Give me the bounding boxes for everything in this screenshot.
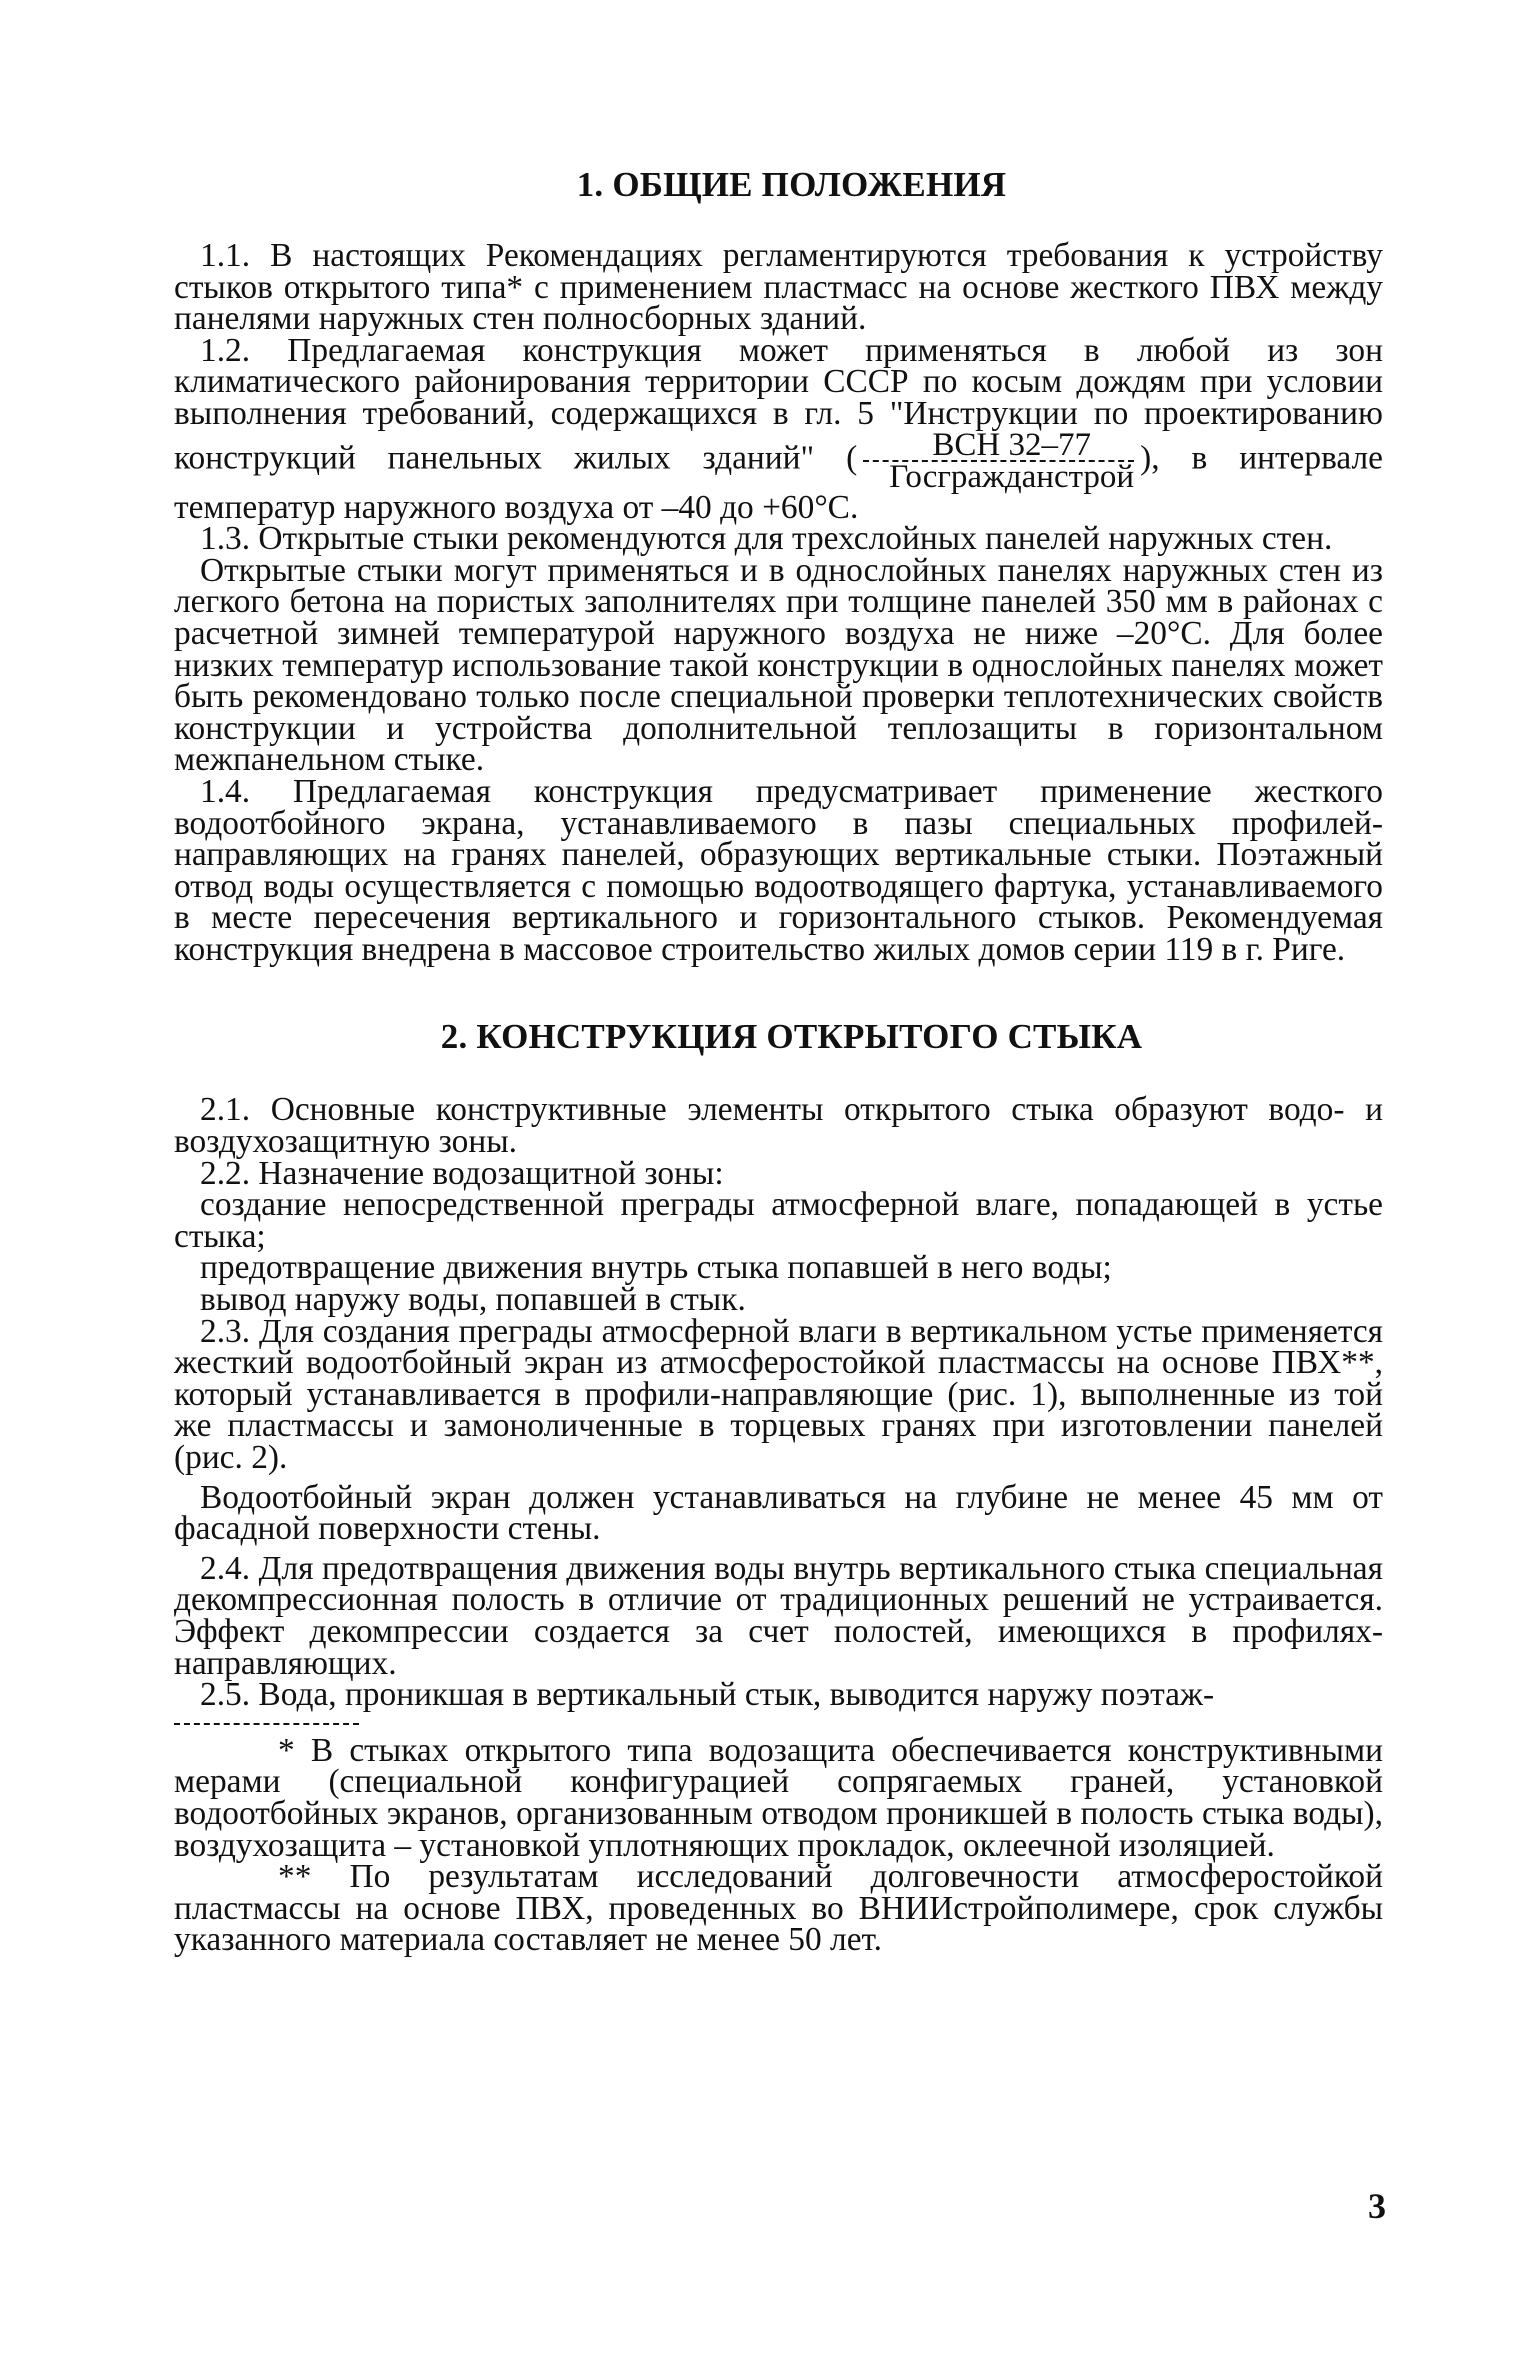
paragraph-2-5: 2.5. Вода, проникшая в вертикальный стык, выводится наружу поэтаж- [200,1676,1215,1714]
paragraph-2-3-continued: Водоотбойный экран должен устанавливаться на глубине не менее 45 мм от фасадной поверхности стены. [174,1478,1383,1548]
paragraph-1-2 [174,331,1383,526]
footnote-1: * В стыках открытого типа водозащита обеспечивается конструктивными мерами (специальной конфигурацией сопрягаемых граней, установкой водоотбойных экранов, организованным отводом проникшей в полость стыка воды), воздухозащита – установкой уплотняющих прокладок, оклеечной изоляцией. [174,1731,1383,1864]
paragraph-1-2-text: 1.2. Предлагаемая конструкция может применяться в любой из зон климатического районирования территории СССР по косым дождям при условии выполнения требований, содержащихся в гл. 5 "Инструкции по проектированию конструкций панельных жилых зданий" ( [174,331,1383,477]
list-item: предотвращение движения внутрь стыка попавшей в него воды; [200,1249,1112,1287]
footnote-divider [174,1723,359,1725]
section-2-heading: 2. КОНСТРУКЦИЯ ОТКРЫТОГО СТЫКА [440,1017,1143,1057]
paragraph-1-2-tail: ), в интервале температур наружного воздуха от –40 до +60°С. [174,439,1383,526]
fraction-denominator: Госгражданстрой [889,458,1135,495]
page-number: 3 [1368,2186,1386,2226]
footnotes [174,1731,1383,1959]
norm-reference-fraction [863,426,1135,495]
paragraph-2-2: 2.2. Назначение водозащитной зоны: [200,1154,724,1192]
paragraph-1-1: 1.1. В настоящих Рекомендациях регламентируются требования к устройству стыков открытого типа* с применением пластмасс на основе жесткого ПВХ между панелями наружных стен полносборных зданий. [174,237,1383,338]
section-1-heading: 1. ОБЩИЕ ПОЛОЖЕНИЯ [576,165,1007,204]
paragraph-1-3-continued: Открытые стыки могут применяться и в однослойных панелях наружных стен из легкого бетона на пористых заполнителях при толщине панелей 350 мм в районах с расчетной зимней температурой наружного воздуха не ниже –20°С. Для более низких температур использование такой конструкции в однослойных панелях может быть рекомендовано только после специальной проверки теплотехнических свойств конструкции и устройства дополнительной теплозащиты в горизонтальном межпанельном стыке. [174,551,1383,779]
fraction-numerator: ВСН 32–77 [863,430,1134,462]
list-item: вывод наружу воды, попавшей в стык. [200,1281,746,1319]
paragraph-2-1: 2.1. Основные конструктивные элементы открытого стыка образуют водо- и воздухозащитную зоны. [174,1091,1383,1161]
paragraph-2-3: 2.3. Для создания преграды атмосферной влаги в вертикальном устье применяется жесткий водоотбойный экран из атмосферостойкой пластмассы на основе ПВХ**, который устанавливается в профили-направляющие (рис. 1), выполненные из той же пластмассы и замоноличенные в торцевых гранях при изготовлении панелей (рис. 2). [174,1312,1383,1476]
paragraph-1-4: 1.4. Предлагаемая конструкция предусматривает применение жесткого водоотбойного экрана, устанавливаемого в пазы специальных профилей-направляющих на гранях панелей, образующих вертикальные стыки. Поэтажный отвод воды осуществляется с помощью водоотводящего фартука, устанавливаемого в месте пересечения вертикального и горизонтального стыков. Рекомендуемая конструкция внедрена в массовое строительство жилых домов серии 119 в г. Риге. [174,772,1383,968]
paragraph-2-4: 2.4. Для предотвращения движения воды внутрь вертикального стыка специальная декомпрессионная полость в отличие от традиционных решений не устраивается. Эффект декомпрессии создается за счет полостей, имеющихся в профилях-направляющих. [174,1549,1383,1682]
paragraph-1-3: 1.3. Открытые стыки рекомендуются для трехслойных панелей наружных стен. [200,520,1333,558]
list-item: создание непосредственной преграды атмосферной влаге, попадающей в устье стыка; [174,1186,1383,1255]
footnote-2: ** По результатам исследований долговечности атмосферостойкой пластмассы на основе ПВХ, проведенных во ВНИИстройполимере, срок службы указанного материала составляет не менее 50 лет. [174,1858,1383,1959]
